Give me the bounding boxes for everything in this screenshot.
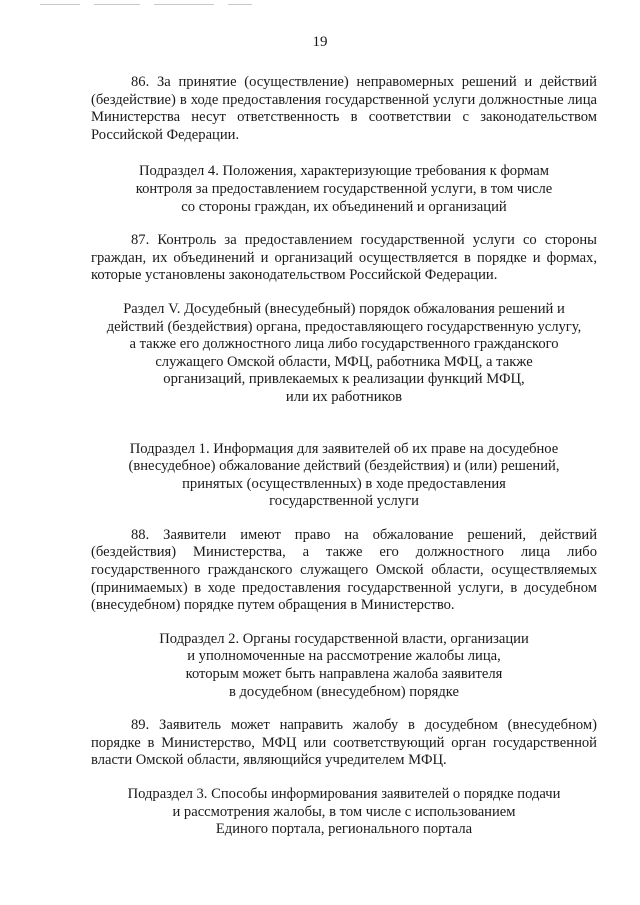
heading-line: (внесудебное) обжалование действий (бездействия) и (или) решений, [128, 458, 560, 475]
heading-line: контроля за предоставлением государственной услуги, в том числе [135, 180, 553, 197]
heading-line: Единого портала, регионального портала [215, 821, 473, 838]
heading-line: принятых (осуществленных) в ходе предоставления [182, 475, 506, 492]
heading-line: Раздел V. Досудебный (внесудебный) порядок обжалования решений и [123, 300, 565, 317]
section-5-heading [91, 301, 597, 407]
heading-line: в досудебном (внесудебном) порядке [228, 683, 460, 700]
heading-line: и рассмотрения жалобы, в том числе с использованием [172, 803, 516, 820]
paragraph-88: 88. Заявители имеют право на обжалование решений, действий (бездействия) Министерства, а также его должностного лица либо государственного гражданского служащего Омской области, осуществляемых (принимаемых) в ходе предоставления государственной услуги, в досудебном (внесудебном) порядке путем обращения в Министерство. [91, 526, 597, 614]
heading-line: а также его должностного лица либо государственного гражданского [129, 336, 559, 353]
paragraph-87: 87. Контроль за предоставлением государственной услуги со стороны граждан, их объединений и организаций осуществляется в порядке и формах, которые установлены законодательством Российской Федерации. [91, 232, 597, 284]
heading-line: и уполномоченные на рассмотрение жалобы лица, [187, 648, 501, 665]
heading-line: со стороны граждан, их объединений и организаций [181, 198, 507, 215]
scan-artifact-marks [40, 4, 266, 22]
subsection-4-heading [91, 163, 597, 216]
heading-line: служащего Омской области, МФЦ, работника МФЦ, а также [155, 353, 533, 370]
heading-line: организаций, привлекаемых к реализации функций МФЦ, [163, 371, 525, 388]
paragraph-86: 86. За принятие (осуществление) неправомерных решений и действий (бездействие) в ходе предоставления государственной услуги должностные лица Министерства несут ответственность в соответствии с законодательством Российской Федерации. [91, 74, 597, 143]
page-number: 19 [312, 34, 328, 50]
subsection-1-heading [91, 441, 597, 511]
paragraph-89: 89. Заявитель может направить жалобу в досудебном (внесудебном) порядке в Министерство, МФЦ или соответствующий орган государственной власти Омской области, являющийся учредителем МФЦ. [91, 717, 597, 769]
subsection-2-heading [91, 631, 597, 701]
heading-line: Подраздел 1. Информация для заявителей об их праве на досудебное [129, 440, 559, 457]
heading-line: Подраздел 2. Органы государственной власти, организации [159, 630, 529, 647]
heading-line: или их работников [285, 388, 403, 405]
heading-line: Подраздел 4. Положения, характеризующие требования к формам [138, 163, 550, 180]
heading-line: действий (бездействия) органа, предоставляющего государственную услугу, [106, 318, 582, 335]
document-body [91, 74, 597, 839]
heading-line: государственной услуги [269, 493, 419, 510]
heading-line: которым может быть направлена жалоба заявителя [185, 666, 503, 683]
heading-line: Подраздел 3. Способы информирования заявителей о порядке подачи [127, 786, 561, 802]
subsection-3-heading [91, 786, 597, 839]
